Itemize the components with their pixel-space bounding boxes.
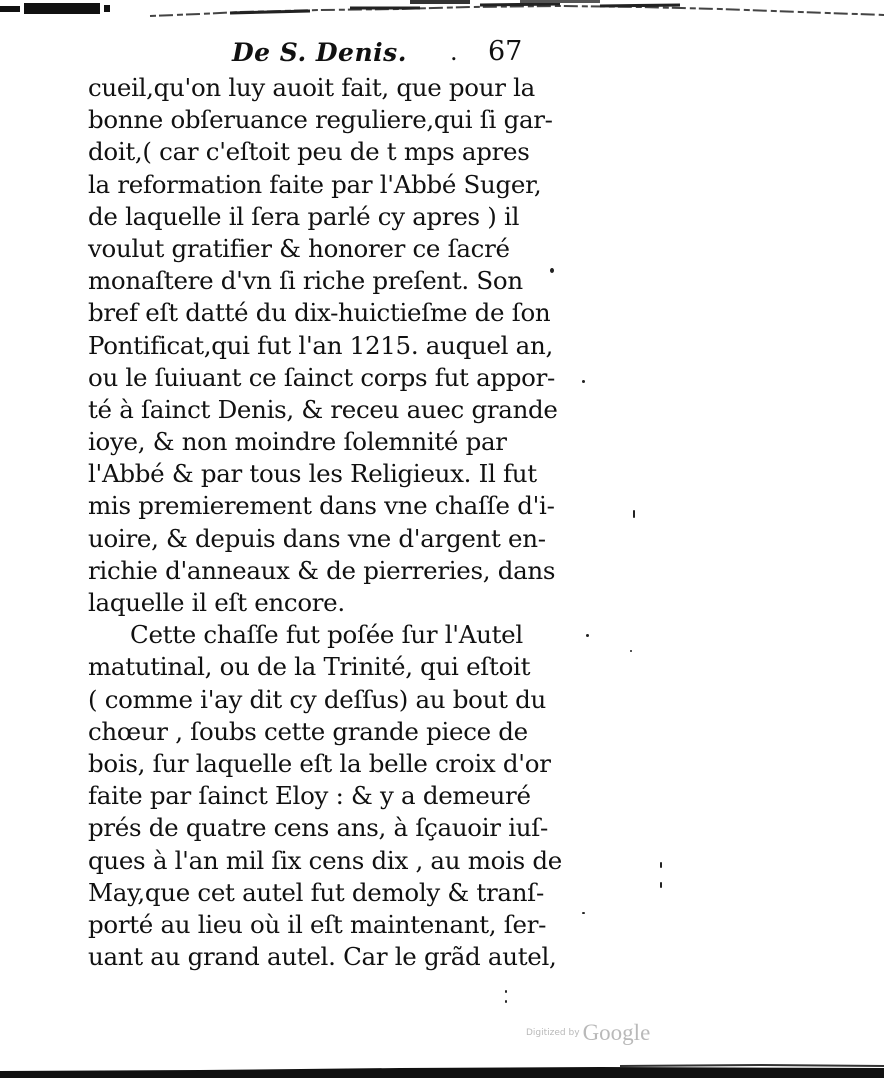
text-line-4: la reformation faite par l'Abbé Suger, <box>88 169 542 199</box>
scan-edge-noise-bottom <box>0 1062 884 1078</box>
text-line-16: richie d'anneaux & de pierreries, dans <box>88 555 556 585</box>
scan-speck <box>630 650 632 652</box>
text-line-8: bref eſt datté du dix-huictieſme de ſon <box>88 298 551 328</box>
text-line-10: ou le ſuiuant ce ſainct corps fut appor- <box>88 362 555 392</box>
google-logo: Google <box>582 1020 651 1045</box>
text-line-28: uant au grand autel. Car le grãd autel, <box>88 942 557 972</box>
watermark-prefix: Digitized by <box>526 1028 580 1038</box>
text-line-22: bois, ſur laquelle eſt la belle croix d'or <box>88 748 551 778</box>
scan-speck <box>550 268 554 273</box>
scan-speck <box>582 912 585 914</box>
text-line-1: cueil,qu'on luy auoit fait, que pour la <box>88 73 535 102</box>
text-line-25: ques à l'an mil ſix cens dix , au mois de <box>88 845 562 875</box>
scan-speck <box>505 990 507 993</box>
text-line-12: ioye, & non moindre ſolemnité par <box>88 427 507 457</box>
text-line-7: monaſtere d'vn ſi riche preſent. Son <box>88 266 523 296</box>
text-line-14: mis premierement dans vne chaſſe d'i- <box>88 491 555 521</box>
text-line-9: Pontificat,qui fut l'an 1215. auquel an, <box>88 330 553 360</box>
text-line-24: prés de quatre cens ans, à ſçauoir iuſ- <box>88 813 548 843</box>
scan-speck <box>505 1000 507 1003</box>
page-header <box>0 38 884 70</box>
digitized-watermark <box>526 1020 650 1046</box>
text-line-21: chœur , ſoubs cette grande piece de <box>88 716 528 746</box>
scan-speck <box>586 634 589 637</box>
text-line-15: uoire, & depuis dans vne d'argent en- <box>88 523 546 553</box>
text-line-13: l'Abbé & par tous les Religieux. Il fut <box>88 459 537 489</box>
text-line-17: laquelle il eſt encore. <box>88 588 345 617</box>
scan-speck <box>633 510 635 518</box>
scan-edge-noise-top <box>0 0 884 24</box>
scan-speck <box>660 882 662 888</box>
text-line-6: voulut gratifier & honorer ce ſacré <box>88 233 510 263</box>
text-line-19: matutinal, ou de la Trinité, qui eſtoit <box>88 652 531 682</box>
body-text <box>88 72 562 973</box>
text-line-27: porté au lieu où il eſt maintenant, ſer- <box>88 909 547 939</box>
text-line-23: faite par ſainct Eloy : & y a demeuré <box>88 781 531 811</box>
text-line-26: May,que cet autel fut demoly & tranſ- <box>88 877 544 907</box>
running-title: De S. Denis. <box>232 38 407 67</box>
text-line-11: té à ſainct Denis, & receu auec grande <box>88 394 558 424</box>
header-separator-dot: . <box>450 38 458 66</box>
scan-speck <box>660 862 662 868</box>
scan-speck <box>582 380 585 383</box>
text-line-2: bonne obſeruance reguliere,qui ſi gar- <box>88 105 553 135</box>
paragraph-2-first-line: Cette chaſſe fut poſée ſur l'Autel <box>130 620 523 650</box>
text-line-5: de laquelle il ſera parlé cy apres ) il <box>88 201 520 231</box>
page-number: 67 <box>488 36 523 67</box>
text-line-20: ( comme i'ay dit cy deſſus) au bout du <box>88 684 546 714</box>
text-line-3: doit,( car c'eſtoit peu de t mps apres <box>88 137 530 167</box>
